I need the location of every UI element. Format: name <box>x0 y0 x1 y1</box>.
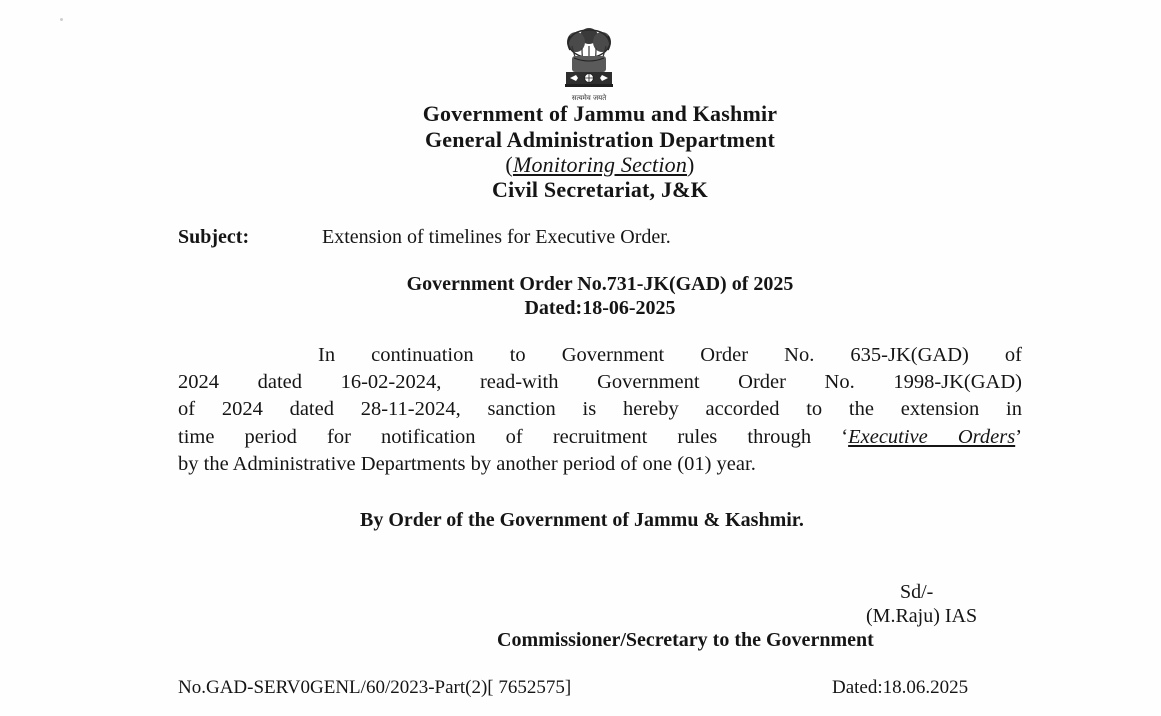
section-title <box>0 152 1161 178</box>
signature-sd: Sd/- <box>900 581 934 603</box>
body-line-3: of 2024 dated 28-11-2024, sanction is hereby accorded to the extension in <box>178 398 1022 420</box>
executive-orders-emphasis: Executive Orders <box>848 426 1016 448</box>
reference-number: No.GAD-SERV0GENL/60/2023-Part(2)[ 7652575] <box>178 677 572 698</box>
subject-text: Extension of timelines for Executive Order. <box>322 226 671 248</box>
subject-label: Subject: <box>178 226 250 248</box>
section-name: Monitoring Section <box>512 152 688 177</box>
body-line-2: 2024 dated 16-02-2024, read-with Government Order No. 1998-JK(GAD) <box>178 371 1022 393</box>
order-number: Government Order No.731-JK(GAD) of 2025 <box>406 273 794 295</box>
body-line-5: by the Administrative Departments by another period of one (01) year. <box>178 453 756 475</box>
section-paren-open: ( <box>505 152 513 177</box>
emblem-motto: सत्यमेव जयते <box>571 94 607 102</box>
signatory-designation: Commissioner/Secretary to the Government <box>497 629 874 651</box>
order-date: Dated:18-06-2025 <box>524 297 676 319</box>
section-paren-close: ) <box>687 152 695 177</box>
signatory-name: (M.Raju) IAS <box>866 605 978 627</box>
secretariat-title: Civil Secretariat, J&K <box>492 177 708 202</box>
body-line-4-pre: time period for notification of recruitment rules through ‘ <box>178 426 849 448</box>
body-line-1: In continuation to Government Order No. 635-JK(GAD) of <box>318 344 1022 366</box>
scan-speck <box>60 18 63 21</box>
reference-date: Dated:18.06.2025 <box>832 677 969 698</box>
body-line-4-post: ’ <box>1015 426 1023 448</box>
by-order-line: By Order of the Government of Jammu & Kashmir. <box>360 509 804 531</box>
government-title: Government of Jammu and Kashmir <box>422 101 778 126</box>
department-title: General Administration Department <box>424 127 775 152</box>
state-emblem-icon <box>556 22 622 106</box>
body-line-4 <box>178 426 1022 449</box>
